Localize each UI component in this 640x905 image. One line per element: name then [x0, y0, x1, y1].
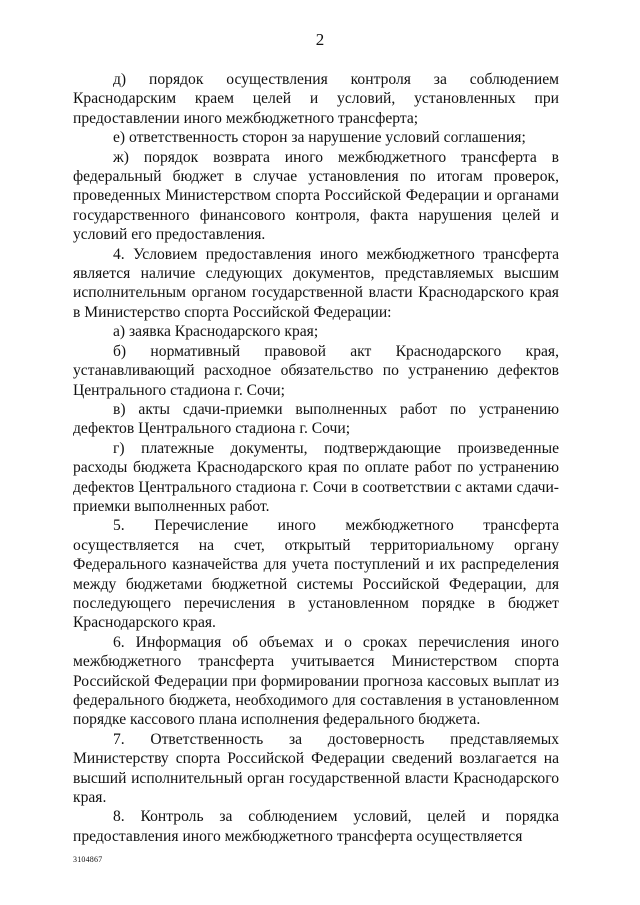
paragraph-section-5: 5. Перечисление иного межбюджетного трансферта осуществляется на счет, открытый территориальному органу Федерального казначейства для учета поступлений и их распределения между бюджетами бюджетной системы Российской Федерации, для последующего перечисления в установленном порядке в бюджет Краснодарского края. — [73, 517, 559, 632]
paragraph-item-e: е) ответственность сторон за нарушение условий соглашения; — [113, 129, 526, 147]
page-number: 2 — [315, 30, 325, 49]
paragraph-item-zh: ж) порядок возврата иного межбюджетного трансферта в федеральный бюджет в случае установления по итогам проверок, проведенных Министерством спорта Российской Федерации и органами государственного финансового контроля, факта нарушения целей и условий его предоставления. — [73, 148, 559, 244]
paragraph-section-6: 6. Информация об объемах и о сроках перечисления иного межбюджетного трансферта учитывается Министерством спорта Российской Федерации при формировании прогноза кассовых выплат из федерального бюджета, необходимого для составления в установленном порядке кассового плана исполнения федерального бюджета. — [73, 633, 559, 729]
paragraph-section-8: 8. Контроль за соблюдением условий, целей и порядка предоставления иного межбюджетного трансферта осуществляется — [73, 808, 559, 845]
document-code: 3104867 — [73, 855, 103, 864]
paragraph-item-a: а) заявка Краснодарского края; — [113, 323, 319, 341]
paragraph-item-g: г) платежные документы, подтверждающие произведенные расходы бюджета Краснодарского края по оплате работ по устранению дефектов Центрального стадиона г. Сочи в соответствии с актами сдачи-приемки выполненных работ. — [73, 439, 559, 515]
paragraph-item-d: д) порядок осуществления контроля за соблюдением Краснодарским краем целей и условий, установленных при предоставлении иного межбюджетного трансферта; — [73, 71, 559, 127]
document-body — [73, 70, 559, 846]
paragraph-section-4: 4. Условием предоставления иного межбюджетного трансферта является наличие следующих документов, представляемых высшим исполнительным органом государственной власти Краснодарского края в Министерство спорта Российской Федерации: — [73, 245, 559, 321]
paragraph-item-v: в) акты сдачи-приемки выполненных работ по устранению дефектов Центрального стадиона г. Сочи; — [73, 400, 559, 438]
paragraph-item-b: б) нормативный правовой акт Краснодарского края, устанавливающий расходное обязательство по устранению дефектов Центрального стадиона г. Сочи; — [73, 342, 559, 399]
paragraph-section-7: 7. Ответственность за достоверность представляемых Министерству спорта Российской Федерации сведений возлагается на высший исполнительный орган государственной власти Краснодарского края. — [73, 730, 559, 807]
